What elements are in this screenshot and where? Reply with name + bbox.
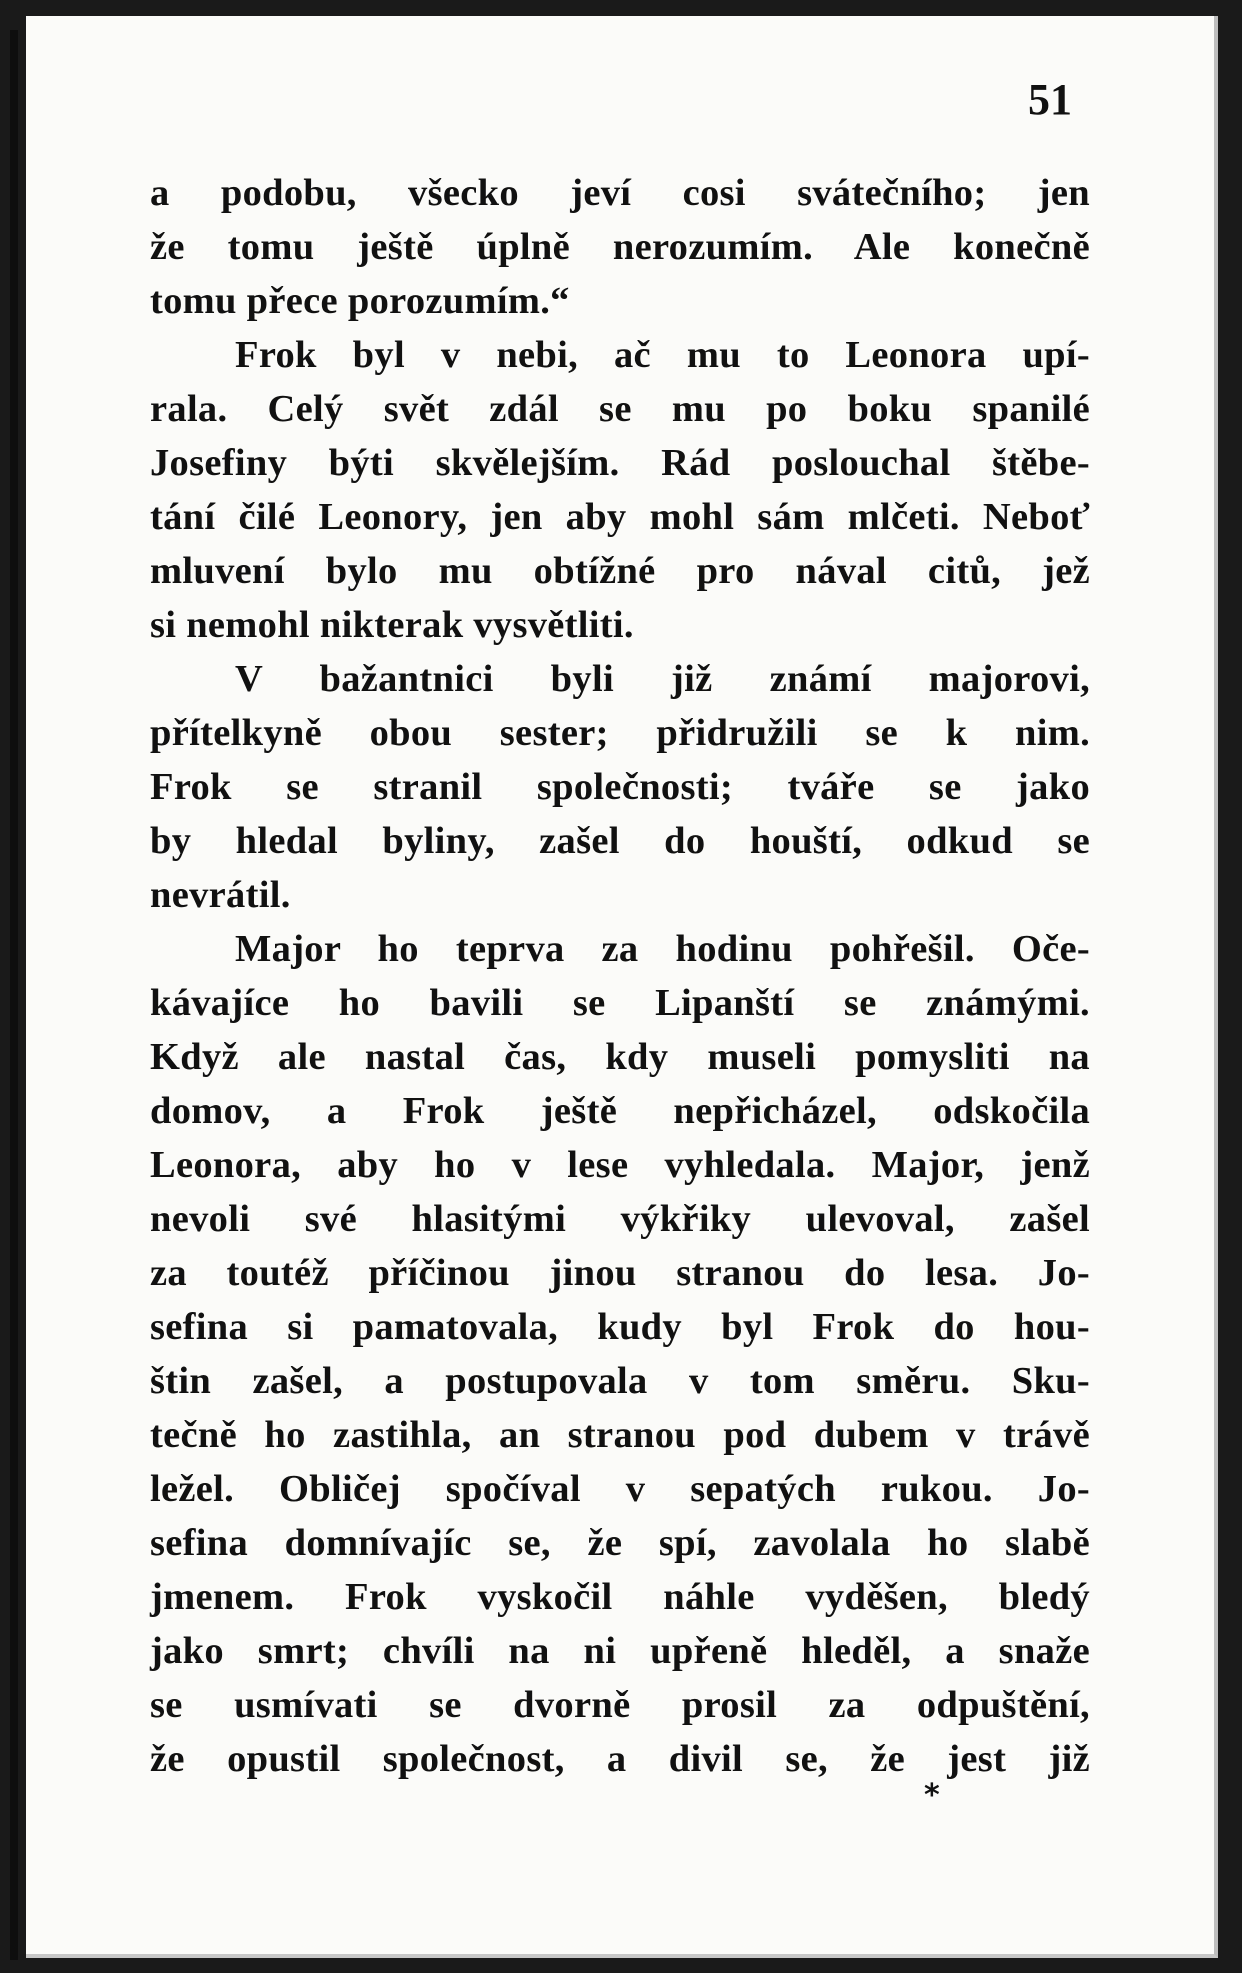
text-line: si nemohl nikterak vysvětliti. bbox=[150, 604, 634, 646]
text-line: Leonora, aby ho v lese vyhledala. Major, jenž bbox=[150, 1144, 1090, 1186]
text-line: štin zašel, a postupovala v tom směru. Sku- bbox=[150, 1360, 1090, 1402]
text-line: kávajíce ho bavili se Lipanští se známými. bbox=[150, 982, 1090, 1024]
text-line: Frok byl v nebi, ač mu to Leonora upí- bbox=[235, 334, 1090, 376]
text-line: sefina si pamatovala, kudy byl Frok do hou- bbox=[150, 1306, 1090, 1348]
text-line: mluvení bylo mu obtížné pro nával citů, jež bbox=[150, 550, 1090, 592]
signature-mark: * bbox=[924, 1778, 940, 1813]
text-line: ležel. Obličej spočíval v sepatých rukou. Jo- bbox=[150, 1468, 1090, 1510]
text-line: Frok se stranil společnosti; tváře se jako bbox=[150, 766, 1090, 808]
text-line: přítelkyně obou sester; přidružili se k nim. bbox=[150, 712, 1090, 754]
text-line: domov, a Frok ještě nepřicházel, odskočila bbox=[150, 1090, 1090, 1132]
book-page bbox=[26, 16, 1218, 1958]
text-line: sefina domnívajíc se, že spí, zavolala ho slabě bbox=[150, 1522, 1090, 1564]
text-line: a podobu, všecko jeví cosi svátečního; jen bbox=[150, 172, 1090, 214]
text-line: že opustil společnost, a divil se, že jest již bbox=[150, 1738, 1090, 1780]
text-line: jmenem. Frok vyskočil náhle vyděšen, bledý bbox=[150, 1576, 1090, 1618]
text-line: se usmívati se dvorně prosil za odpuštění, bbox=[150, 1684, 1090, 1726]
book-spine-edge bbox=[10, 30, 18, 1960]
body-text bbox=[150, 166, 1090, 1786]
page-number: 51 bbox=[1028, 75, 1072, 124]
text-line: V bažantnici byli již známí majorovi, bbox=[235, 658, 1090, 700]
text-line: Josefiny býti skvělejším. Rád poslouchal štěbe- bbox=[150, 442, 1090, 484]
text-line: že tomu ještě úplně nerozumím. Ale konečně bbox=[150, 226, 1090, 268]
text-line: nevoli své hlasitými výkřiky ulevoval, zašel bbox=[150, 1198, 1090, 1240]
text-line: Major ho teprva za hodinu pohřešil. Oče- bbox=[235, 928, 1090, 970]
text-line: by hledal byliny, zašel do houští, odkud se bbox=[150, 820, 1090, 862]
text-line: Když ale nastal čas, kdy museli pomysliti na bbox=[150, 1036, 1090, 1078]
text-line: nevrátil. bbox=[150, 874, 291, 916]
text-line: tomu přece porozumím.“ bbox=[150, 280, 570, 322]
text-line: jako smrt; chvíli na ni upřeně hleděl, a snaže bbox=[150, 1630, 1090, 1672]
text-line: tání čilé Leonory, jen aby mohl sám mlčeti. Neboť bbox=[150, 496, 1090, 538]
text-line: rala. Celý svět zdál se mu po boku spanilé bbox=[150, 388, 1090, 430]
text-line: tečně ho zastihla, an stranou pod dubem v trávě bbox=[150, 1414, 1090, 1456]
text-line: za toutéž příčinou jinou stranou do lesa. Jo- bbox=[150, 1252, 1090, 1294]
